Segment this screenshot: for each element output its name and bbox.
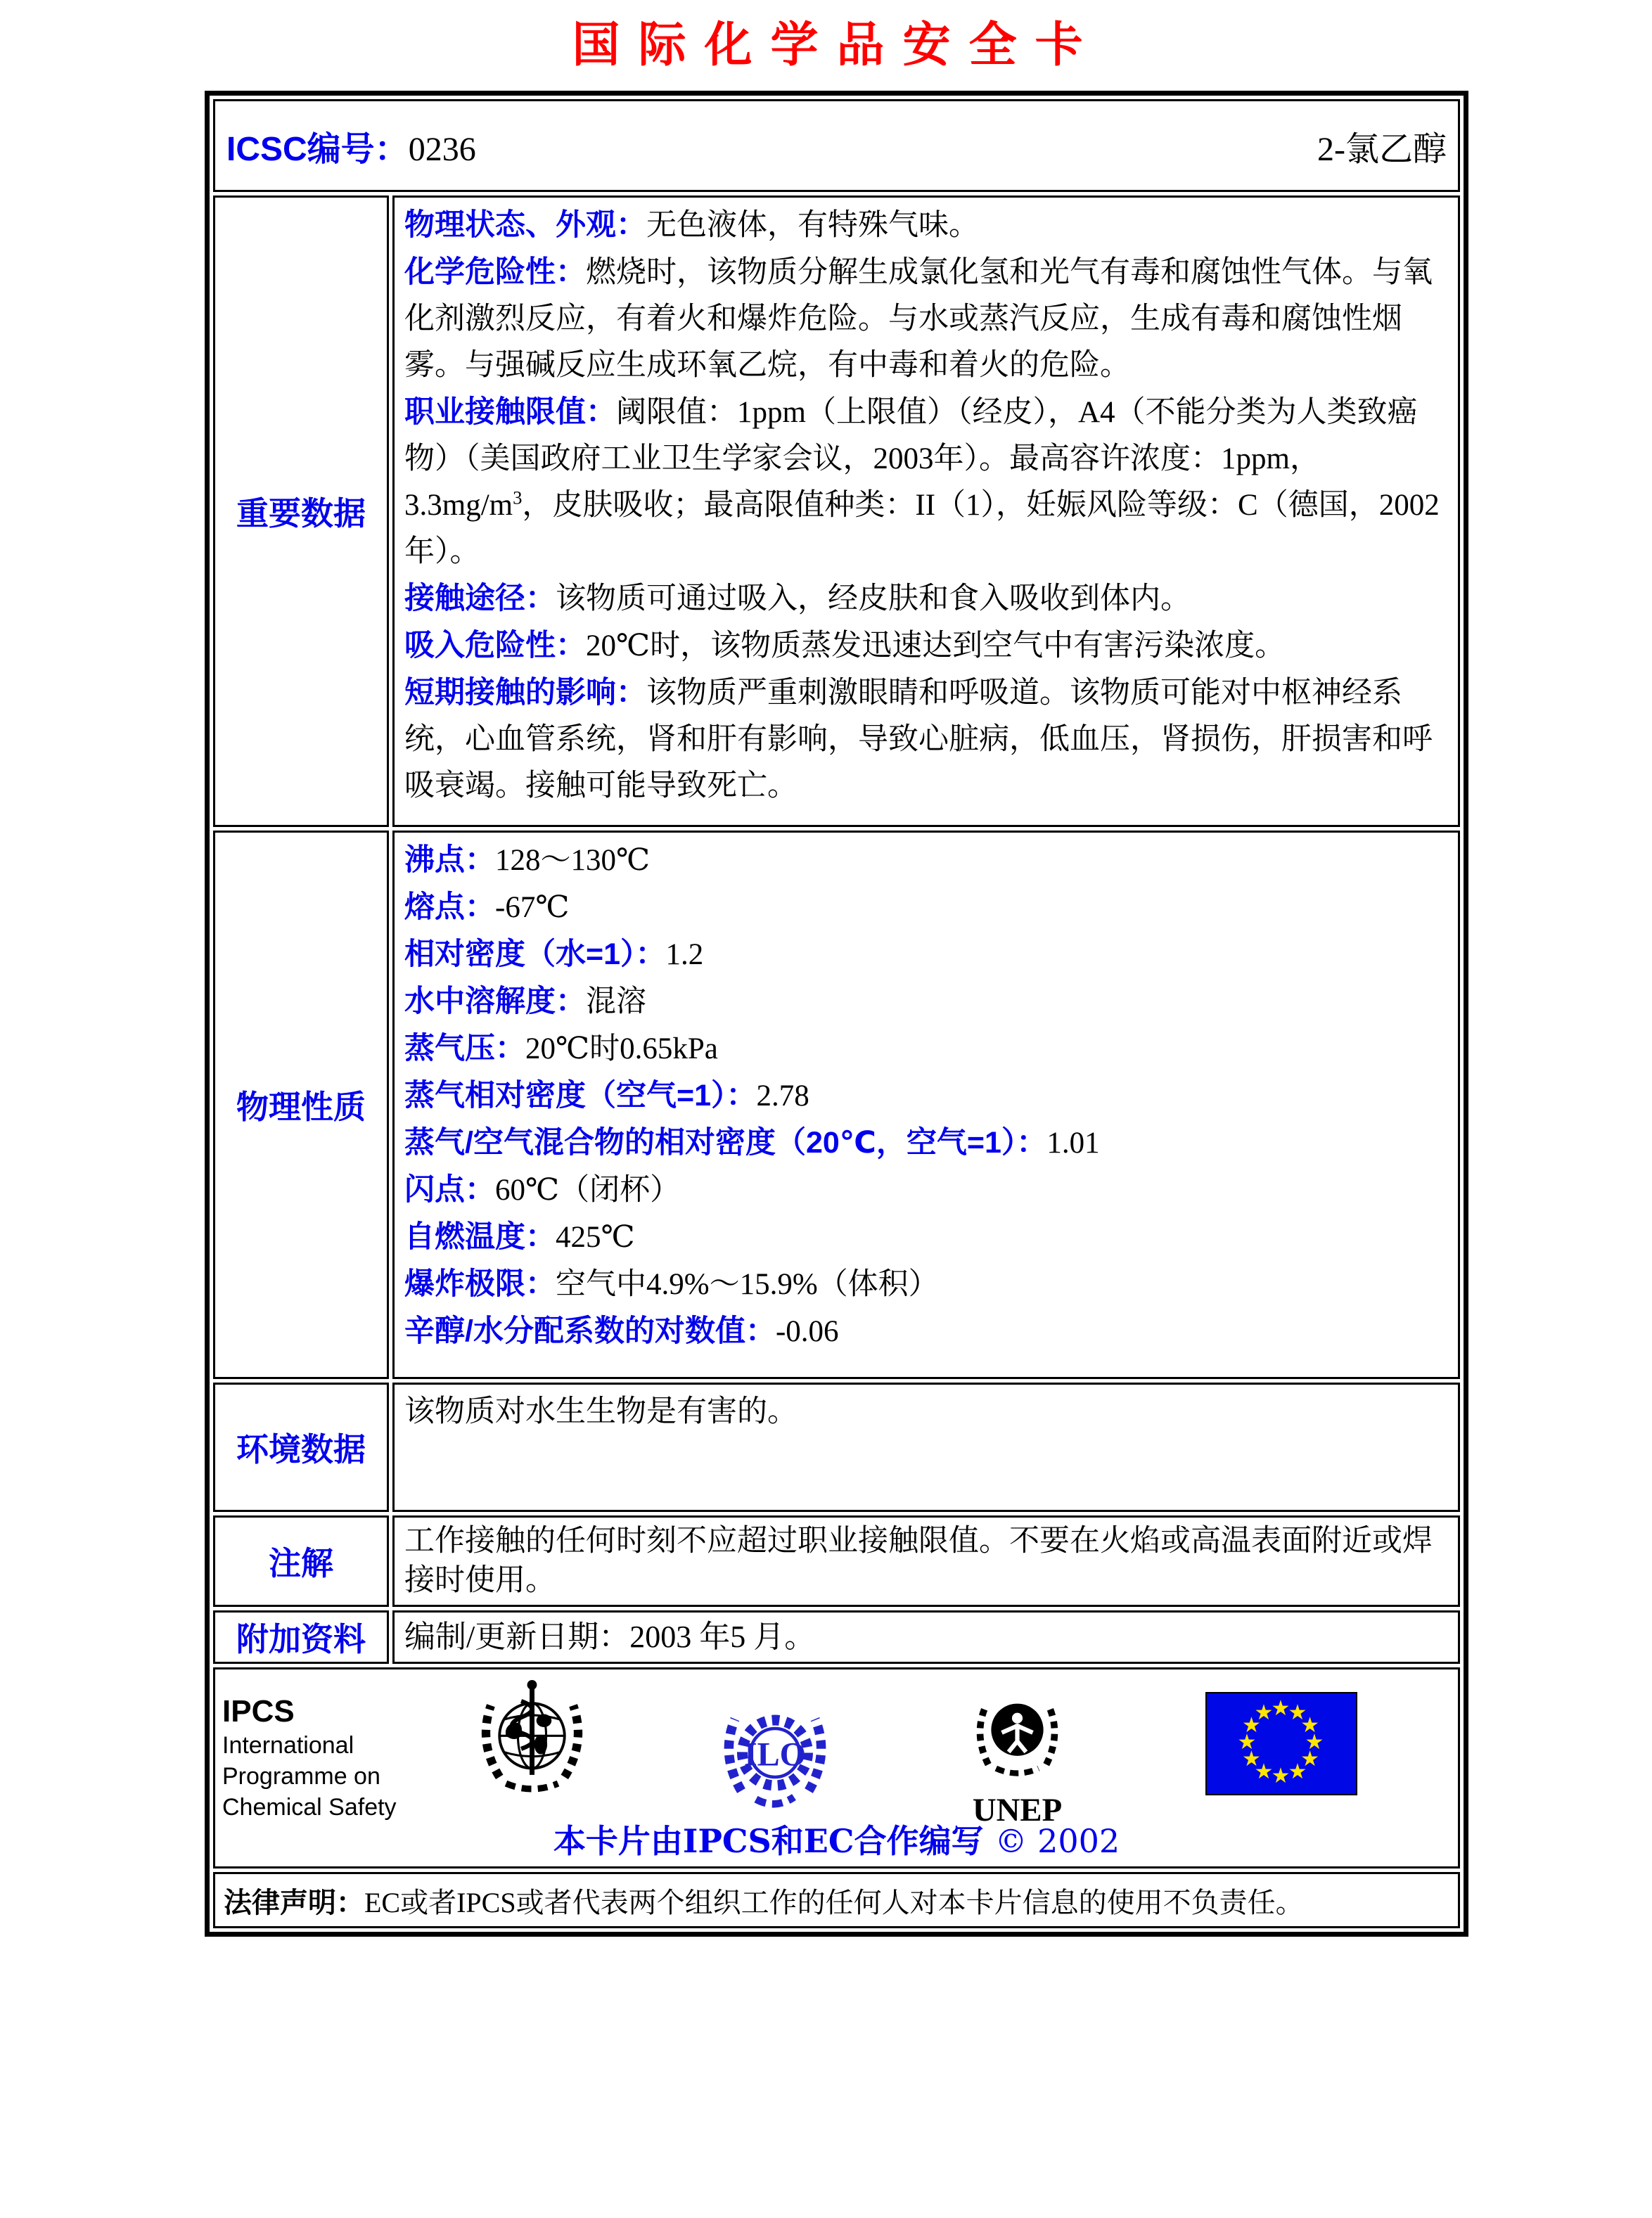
- logos-row: [213, 1667, 1460, 1868]
- field-occupational-limits: 职业接触限值：阈限值：1ppm（上限值）（经皮），A4（不能分类为人类致癌物）（美国政府工业卫生学家会议，2003年）。最高容许浓度：1ppm，$3.3mg/m^3$，皮肤吸收；最高限值种类：II（1），妊娠风险等级：C（德国，2002年）。: [404, 395, 1440, 568]
- field-chemical-danger: 化学危险性：燃烧时，该物质分解生成氯化氢和光气有毒和腐蚀性气体。与氧化剂激烈反应，有着火和爆炸危险。与水或蒸汽反应，生成有毒和腐蚀性烟雾。与强碱反应生成环氧乙烷，有中毒和着火的危险。: [404, 255, 1433, 382]
- icsc-card-table: [205, 91, 1468, 1937]
- ipcs-line: International: [222, 1732, 354, 1759]
- eu-flag-icon: [1205, 1692, 1357, 1795]
- legal-text: EC或者IPCS或者代表两个组织工作的任何人对本卡片信息的使用不负责任。: [364, 1886, 1304, 1918]
- environmental-data-content: [392, 1383, 1460, 1512]
- important-data-content: [392, 195, 1460, 827]
- eu-star-icon: ★: [1241, 1714, 1261, 1737]
- eu-star-icon: ★: [1254, 1701, 1274, 1725]
- section-label-environment: 环境数据: [213, 1383, 389, 1512]
- important-data-row: [213, 195, 1460, 827]
- property-vapor-density: 蒸气相对密度（空气=1）：2.78: [404, 1079, 809, 1113]
- section-label-additional: 附加资料: [213, 1610, 389, 1664]
- page-title: 国际化学品安全卡: [572, 17, 1101, 73]
- physical-properties-content: [392, 831, 1460, 1379]
- ilo-emblem-icon: [712, 1682, 838, 1830]
- icsc-number-value: 0236: [408, 130, 476, 168]
- eu-star-icon: ★: [1305, 1731, 1324, 1754]
- field-physical-state: 物理状态、外观：无色液体，有特殊气味。: [404, 208, 979, 242]
- eu-star-icon: ★: [1254, 1759, 1274, 1783]
- property-boiling-point: 沸点：128～130℃: [404, 843, 651, 877]
- property-explosive-limits: 爆炸极限：空气中4.9%～15.9%（体积）: [404, 1267, 939, 1301]
- eu-star-icon: ★: [1241, 1748, 1261, 1771]
- icsc-number-label: ICSC编号：: [226, 130, 409, 168]
- legal-cell: [213, 1872, 1460, 1928]
- eu-star-icon: ★: [1288, 1759, 1307, 1783]
- update-date-value: 2003 年5 月。: [629, 1620, 816, 1654]
- field-short-term-effects: 短期接触的影响：该物质严重刺激眼睛和呼吸道。该物质可能对中枢神经系统，心血管系统，肾和肝有影响，导致心脏病，低血压，肾损伤，肝损害和呼吸衰竭。接触可能导致死亡。: [404, 676, 1433, 802]
- caption-text: 本卡片由IPCS和EC合作编写: [553, 1822, 984, 1860]
- property-vapor-air-density: 蒸气/空气混合物的相对密度（20℃，空气=1）：1.01: [404, 1126, 1100, 1160]
- eu-star-icon: ★: [1288, 1701, 1307, 1725]
- notes-row: [213, 1515, 1460, 1607]
- unep-label: UNEP: [972, 1791, 1063, 1828]
- physical-properties-row: [213, 831, 1460, 1379]
- unep-emblem-icon: [959, 1681, 1075, 1832]
- eu-star-icon: ★: [1271, 1697, 1291, 1720]
- property-autoignition-temp: 自燃温度：425℃: [404, 1220, 635, 1254]
- eu-star-icon: ★: [1300, 1748, 1320, 1771]
- copyright-text: © 2002: [994, 1822, 1120, 1860]
- property-octanol-water: 辛醇/水分配系数的对数值：-0.06: [404, 1314, 839, 1348]
- superscript-3: 3: [513, 487, 523, 508]
- section-label-important: 重要数据: [213, 195, 389, 827]
- notes-content: [392, 1515, 1460, 1607]
- eu-star-icon: ★: [1300, 1714, 1320, 1737]
- ipcs-line: Programme on: [222, 1763, 380, 1790]
- property-water-solubility: 水中溶解度：混溶: [404, 985, 646, 1018]
- ilo-label: ILO: [743, 1736, 807, 1774]
- notes-text: 工作接触的任何时刻不应超过职业接触限值。不要在火焰或高温表面附近或焊接时使用。: [404, 1525, 1433, 1597]
- who-emblem-icon: [467, 1675, 597, 1805]
- chemical-name: 2-氯乙醇: [1317, 130, 1447, 168]
- additional-info-row: [213, 1610, 1460, 1664]
- legal-label: 法律声明：: [224, 1887, 364, 1918]
- ipcs-logo-text: [222, 1693, 412, 1823]
- additional-info-content: [392, 1610, 1460, 1664]
- environment-text: 该物质对水生生物是有害的。: [404, 1395, 798, 1428]
- property-melting-point: 熔点：-67℃: [404, 890, 570, 924]
- property-relative-density: 相对密度（水=1）：1.2: [404, 937, 704, 971]
- header-cell: [213, 99, 1460, 192]
- property-flash-point: 闪点：60℃（闭杯）: [404, 1173, 681, 1207]
- eu-star-icon: ★: [1237, 1731, 1257, 1754]
- field-exposure-routes: 接触途径：该物质可通过吸入，经皮肤和食入吸收到体内。: [404, 582, 1191, 615]
- logos-cell: [213, 1667, 1460, 1868]
- section-label-physical: 物理性质: [213, 831, 389, 1379]
- environmental-data-row: [213, 1383, 1460, 1512]
- field-inhalation-risk: 吸入危险性：20℃时，该物质蒸发迅速达到空气中有害污染浓度。: [404, 629, 1286, 662]
- ipcs-line: Chemical Safety: [222, 1794, 397, 1821]
- footer-caption: [215, 1816, 1458, 1862]
- section-label-notes: 注解: [213, 1515, 389, 1607]
- header-row: [213, 99, 1460, 192]
- ipcs-name: IPCS: [222, 1694, 295, 1729]
- icsc-number: [226, 122, 476, 170]
- eu-star-icon: ★: [1271, 1764, 1291, 1788]
- update-date-label: 编制/更新日期：: [404, 1620, 630, 1654]
- legal-row: [213, 1872, 1460, 1928]
- property-vapor-pressure: 蒸气压：20℃时0.65kPa: [404, 1032, 718, 1065]
